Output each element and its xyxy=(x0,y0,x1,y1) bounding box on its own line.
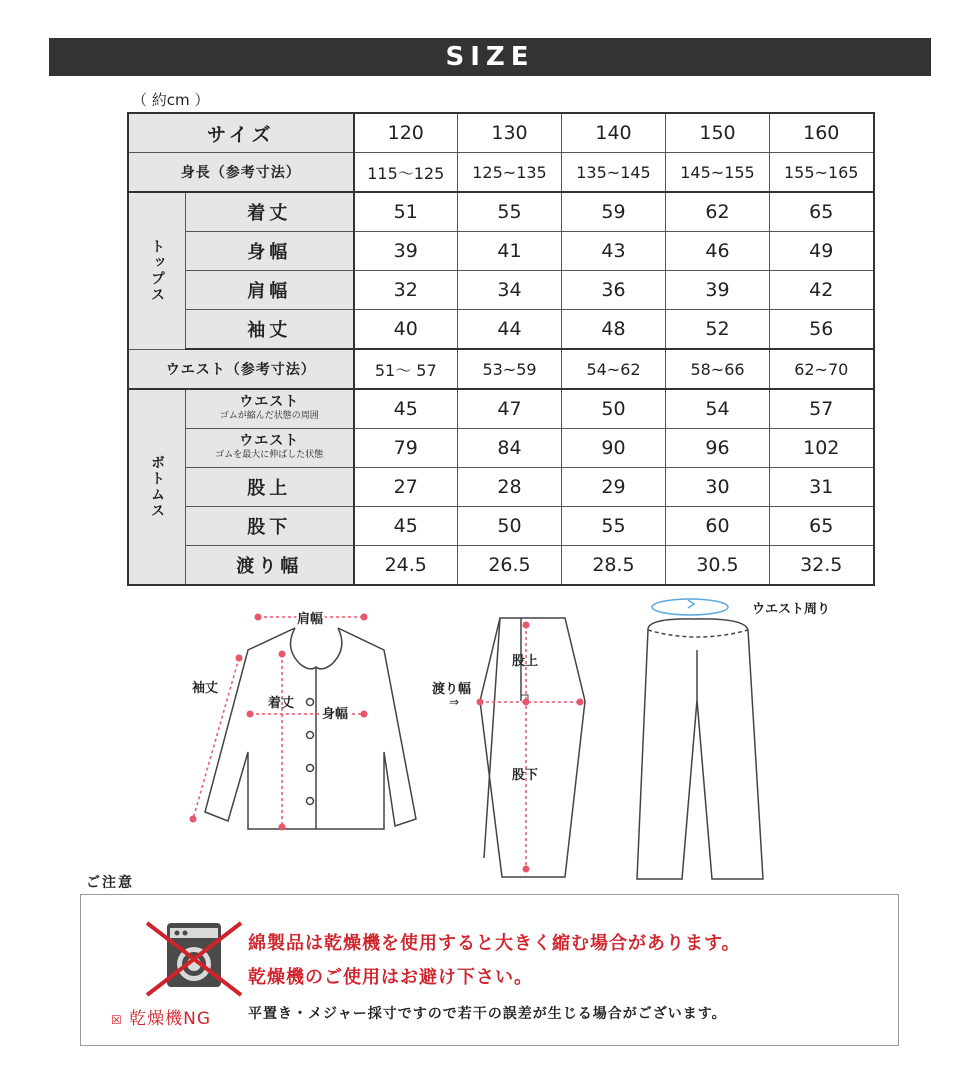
waist-circumference-label: ウエスト周り xyxy=(752,602,831,617)
height-cell: 115～125 xyxy=(354,153,458,193)
shirt-measure-lines xyxy=(190,614,368,831)
measure-cell: 65 xyxy=(770,507,874,546)
measure-cell: 49 xyxy=(770,232,874,271)
waist-cell: 58~66 xyxy=(666,349,770,389)
waist-cell: 54~62 xyxy=(562,349,666,389)
unit-note: （ 約cm ） xyxy=(132,91,210,109)
ng-label xyxy=(111,1004,211,1029)
measure-cell: 30.5 xyxy=(666,546,770,586)
measurement-diagram xyxy=(0,590,980,885)
measure-cell: 57 xyxy=(770,389,874,429)
measure-cell: 30 xyxy=(666,468,770,507)
inseam-label: 股下 xyxy=(512,768,539,783)
width-label: 身幅 xyxy=(322,707,349,722)
tumble-dryer-prohibited-icon xyxy=(139,919,249,1001)
measure-cell: 41 xyxy=(458,232,562,271)
bottoms-row-label: 股下 xyxy=(186,507,354,546)
measure-cell: 40 xyxy=(354,310,458,350)
bottoms-row-label: 渡り幅 xyxy=(186,546,354,586)
measure-cell: 45 xyxy=(354,507,458,546)
measure-cell: 52 xyxy=(666,310,770,350)
tops-row-label: 袖丈 xyxy=(186,310,354,350)
size-header-cell: 130 xyxy=(458,113,562,153)
waist-cell: 53~59 xyxy=(458,349,562,389)
size-header-cell: 140 xyxy=(562,113,666,153)
waist-cell: 51～ 57 xyxy=(354,349,458,389)
avoid-dryer-warning: 乾燥機のご使用はお避け下さい。 xyxy=(248,967,533,988)
length-label: 着丈 xyxy=(268,696,295,711)
height-cell: 135~145 xyxy=(562,153,666,193)
height-cell: 125~135 xyxy=(458,153,562,193)
measure-cell: 96 xyxy=(666,429,770,468)
measure-cell: 54 xyxy=(666,389,770,429)
pants-front-illustration xyxy=(637,619,763,879)
measure-cell: 32 xyxy=(354,271,458,310)
measurement-note: 平置き・メジャー採寸ですので若干の誤差が生じる場合がございます。 xyxy=(248,1006,727,1022)
measure-cell: 28.5 xyxy=(562,546,666,586)
measure-cell: 39 xyxy=(666,271,770,310)
measure-cell: 50 xyxy=(458,507,562,546)
measure-cell: 46 xyxy=(666,232,770,271)
measure-cell: 29 xyxy=(562,468,666,507)
measure-cell: 50 xyxy=(562,389,666,429)
tops-group-label: トップス xyxy=(128,192,186,349)
tops-row-label: 着丈 xyxy=(186,192,354,232)
measure-cell: 28 xyxy=(458,468,562,507)
measure-cell: 31 xyxy=(770,468,874,507)
shrink-warning: 綿製品は乾燥機を使用すると大きく縮む場合があります。 xyxy=(248,933,741,954)
height-cell: 145~155 xyxy=(666,153,770,193)
notice-label: ご注意 xyxy=(86,875,134,891)
height-row-label: 身長（参考寸法） xyxy=(128,153,354,193)
shoulder-label: 肩幅 xyxy=(296,612,324,627)
bottoms-row-label: 股上 xyxy=(186,468,354,507)
measure-cell: 102 xyxy=(770,429,874,468)
notice-box xyxy=(80,894,899,1046)
measure-cell: 42 xyxy=(770,271,874,310)
row-label-main: ウエスト xyxy=(239,433,300,449)
row-label-main: ウエスト xyxy=(239,394,300,410)
measure-cell: 79 xyxy=(354,429,458,468)
waist-cell: 62~70 xyxy=(770,349,874,389)
sleeve-label: 袖丈 xyxy=(192,681,219,696)
measure-cell: 47 xyxy=(458,389,562,429)
tops-row-label: 身幅 xyxy=(186,232,354,271)
bottoms-row-label xyxy=(186,389,354,429)
measure-cell: 65 xyxy=(770,192,874,232)
waist-circumference-icon xyxy=(652,599,728,615)
measure-cell: 62 xyxy=(666,192,770,232)
measure-cell: 90 xyxy=(562,429,666,468)
row-label-sub: ゴムを最大に伸ばした状態 xyxy=(215,450,324,460)
thigh-label: 渡り幅 xyxy=(432,682,472,697)
measure-cell: 55 xyxy=(562,507,666,546)
measure-cell: 24.5 xyxy=(354,546,458,586)
measure-cell: 32.5 xyxy=(770,546,874,586)
measure-cell: 45 xyxy=(354,389,458,429)
row-label-sub: ゴムが縮んだ状態の周囲 xyxy=(219,411,319,421)
measure-cell: 27 xyxy=(354,468,458,507)
measure-cell: 55 xyxy=(458,192,562,232)
small-dryer-icon: ☒ xyxy=(111,1013,123,1027)
height-cell: 155~165 xyxy=(770,153,874,193)
measure-cell: 56 xyxy=(770,310,874,350)
measure-cell: 39 xyxy=(354,232,458,271)
measure-cell: 48 xyxy=(562,310,666,350)
measure-cell: 43 xyxy=(562,232,666,271)
size-header-label: サイズ xyxy=(128,113,354,153)
measure-cell: 59 xyxy=(562,192,666,232)
size-header-cell: 150 xyxy=(666,113,770,153)
size-chart-table xyxy=(127,112,875,586)
measure-cell: 36 xyxy=(562,271,666,310)
bottoms-row-label xyxy=(186,429,354,468)
waist-row-label: ウエスト（参考寸法） xyxy=(128,349,354,389)
measure-cell: 60 xyxy=(666,507,770,546)
size-header-cell: 120 xyxy=(354,113,458,153)
measure-cell: 26.5 xyxy=(458,546,562,586)
measure-cell: 84 xyxy=(458,429,562,468)
ng-label-text: 乾燥機NG xyxy=(129,1009,212,1029)
measure-cell: 34 xyxy=(458,271,562,310)
size-header-cell: 160 xyxy=(770,113,874,153)
measure-cell: 51 xyxy=(354,192,458,232)
tops-row-label: 肩幅 xyxy=(186,271,354,310)
thigh-arrow: ⇒ xyxy=(449,695,460,709)
measure-cell: 44 xyxy=(458,310,562,350)
bottoms-group-label: ボトムス xyxy=(128,389,186,585)
size-banner: SIZE xyxy=(49,38,931,76)
rise-label: 股上 xyxy=(512,654,539,669)
